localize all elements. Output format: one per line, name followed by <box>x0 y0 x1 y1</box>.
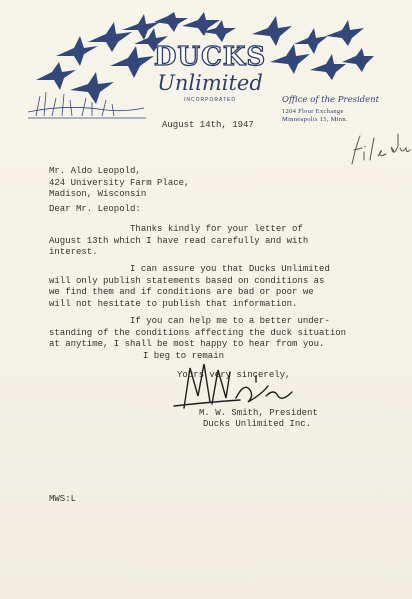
salutation: Dear Mr. Leopold: <box>49 204 141 214</box>
reference-initials: MWS:L <box>49 494 77 504</box>
brand-script: Unlimited <box>157 71 263 95</box>
handwritten-file-note <box>350 130 412 170</box>
brand-incorporated: INCORPORATED <box>184 97 236 103</box>
body-paragraph: Thanks kindly for your letter of August 13th which I have read carefully and with interest. <box>49 224 309 257</box>
letter-date: August 14th, 1947 <box>162 120 254 130</box>
ducks-unlimited-logo <box>150 44 270 103</box>
office-address-line: 1204 Flour Exchange <box>282 108 344 115</box>
office-title: Office of the President <box>282 95 380 105</box>
signer-name-title: M. W. Smith, President <box>199 408 318 418</box>
brand-wordmark: DUCKS <box>153 42 267 72</box>
office-address-line: Minneapolis 15, Minn. <box>282 116 348 123</box>
recipient-address <box>49 166 189 201</box>
signer-organization: Ducks Unlimited Inc. <box>203 419 312 429</box>
closing-line: I beg to remain <box>143 351 225 361</box>
recipient-line: Mr. Aldo Leopold, <box>49 166 141 176</box>
body-paragraph: I can assure you that Ducks Unlimited will only publish statements based on conditions as we find them and if conditions are bad or poor we will not hesitate to publish that information. <box>49 264 330 309</box>
recipient-line: 424 University Farm Place, <box>49 177 190 188</box>
office-block <box>282 95 379 123</box>
handwritten-signature <box>170 352 295 414</box>
body-paragraph: If you can help me to a better under- standing of the conditions affecting the duck situation at anytime, I shall be most happy to hear from you. <box>49 316 347 349</box>
valediction: Yours very sincerely, <box>177 370 291 380</box>
recipient-line: Madison, Wisconsin <box>49 189 147 199</box>
